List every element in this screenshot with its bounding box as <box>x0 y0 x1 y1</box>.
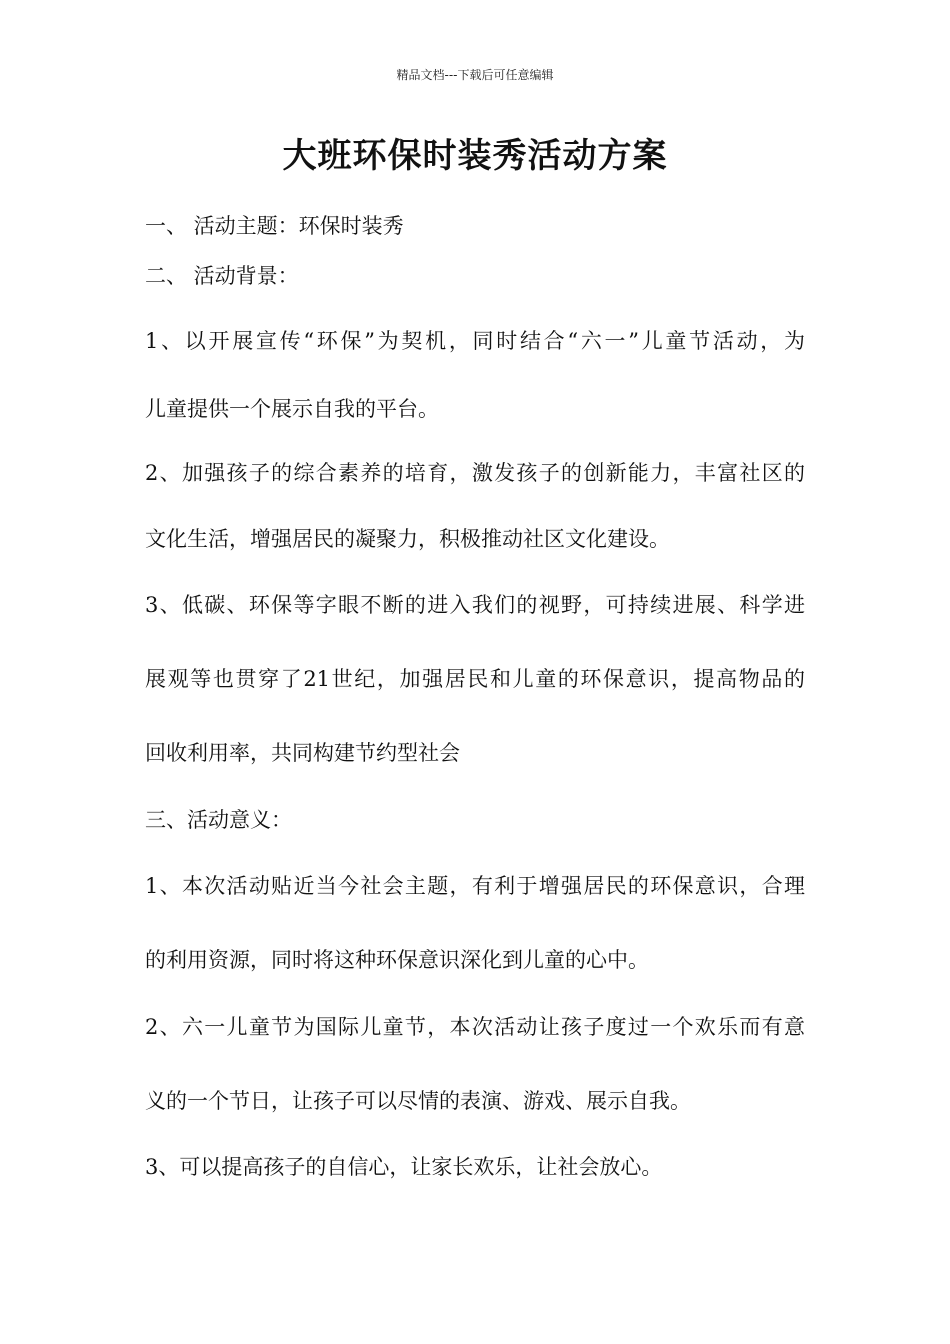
document-title: 大班环保时装秀活动方案 <box>282 136 668 176</box>
paragraph-line: 文化生活，增强居民的凝聚力，积极推动社区文化建设。 <box>145 527 670 551</box>
paragraph-line: 的利用资源，同时将这种环保意识深化到儿童的心中。 <box>145 948 649 972</box>
section-2-heading: 二、 活动背景： <box>145 264 299 288</box>
paragraph-line: 展观等也贯穿了21世纪，加强居民和儿童的环保意识，提高物品的 <box>145 667 805 691</box>
paragraph-line: 回收利用率，共同构建节约型社会 <box>145 741 460 765</box>
section-3-heading: 三、活动意义： <box>145 808 292 832</box>
header-note: 精品文档---下载后可任意编辑 <box>396 68 554 82</box>
section-1-theme: 一、 活动主题：环保时装秀 <box>145 214 404 238</box>
paragraph-line: 儿童提供一个展示自我的平台。 <box>145 397 439 421</box>
paragraph-line: 2、六一儿童节为国际儿童节，本次活动让孩子度过一个欢乐而有意 <box>145 1015 805 1039</box>
paragraph-line: 1、本次活动贴近当今社会主题，有利于增强居民的环保意识，合理 <box>145 874 805 898</box>
paragraph-line: 3、低碳、环保等字眼不断的进入我们的视野，可持续进展、科学进 <box>145 593 805 617</box>
paragraph-line: 2、加强孩子的综合素养的培育，激发孩子的创新能力，丰富社区的 <box>145 461 805 485</box>
paragraph-line: 义的一个节日，让孩子可以尽情的表演、游戏、展示自我。 <box>145 1089 691 1113</box>
paragraph-line: 3、可以提高孩子的自信心，让家长欢乐，让社会放心。 <box>145 1155 663 1179</box>
paragraph-line: 1、以开展宣传“环保”为契机，同时结合“六一”儿童节活动，为 <box>145 329 805 353</box>
